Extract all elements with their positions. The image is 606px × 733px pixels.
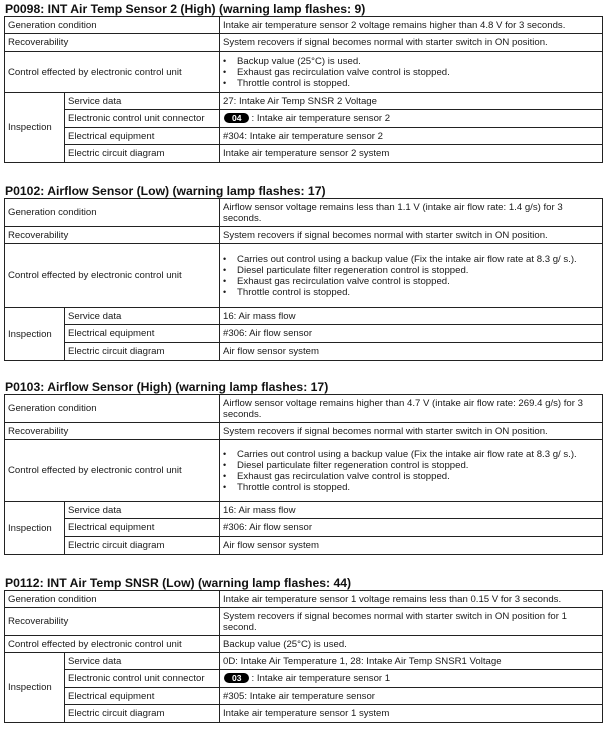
- recoverability-label: Recoverability: [5, 423, 220, 440]
- control-item: • Exhaust gas recirculation valve control is stopped.: [223, 67, 599, 78]
- electrical-equipment-value: #304: Intake air temperature sensor 2: [220, 128, 603, 145]
- inspection-row: [5, 145, 603, 163]
- inspection-row: [5, 519, 603, 537]
- generation-value: Airflow sensor voltage remains higher than 4.7 V (intake air flow rate: 269.4 g/s) for 3 seconds.: [220, 395, 603, 423]
- control-item: • Diesel particulate filter regeneration control is stopped.: [223, 265, 599, 276]
- electrical-equipment-value: #306: Air flow sensor: [220, 519, 603, 537]
- dtc-heading: P0102: Airflow Sensor (Low) (warning lamp flashes: 17): [5, 184, 326, 198]
- control-row: [5, 244, 603, 308]
- inspection-row: [5, 653, 603, 670]
- inspection-row: [5, 308, 603, 325]
- inspection-row: [5, 128, 603, 145]
- dtc-table: [4, 394, 603, 555]
- recoverability-label: Recoverability: [5, 34, 220, 52]
- dtc-table: [4, 590, 603, 723]
- control-item: • Throttle control is stopped.: [223, 482, 599, 493]
- control-item: • Throttle control is stopped.: [223, 287, 599, 298]
- inspection-row: [5, 93, 603, 110]
- dtc-table: [4, 16, 603, 163]
- inspection-label: Inspection: [5, 502, 65, 555]
- control-list: [223, 449, 599, 493]
- inspection-row: [5, 537, 603, 555]
- inspection-row: [5, 688, 603, 705]
- inspection-row: [5, 670, 603, 688]
- service-data-label: Service data: [65, 502, 220, 519]
- service-data-label: Service data: [65, 93, 220, 110]
- service-data-value: 27: Intake Air Temp SNSR 2 Voltage: [220, 93, 603, 110]
- control-value: [220, 440, 603, 502]
- circuit-diagram-label: Electric circuit diagram: [65, 537, 220, 555]
- control-row: [5, 52, 603, 93]
- dtc-section-p0103: [4, 380, 602, 555]
- electrical-equipment-label: Electrical equipment: [65, 128, 220, 145]
- recoverability-label: Recoverability: [5, 227, 220, 244]
- control-item: • Carries out control using a backup value (Fix the intake air flow rate at 8.3 g/ s.).: [223, 254, 599, 265]
- control-value: [220, 52, 603, 93]
- dtc-heading: P0103: Airflow Sensor (High) (warning lamp flashes: 17): [5, 380, 329, 394]
- generation-label: Generation condition: [5, 199, 220, 227]
- inspection-row: [5, 343, 603, 361]
- connector-text: : Intake air temperature sensor 1: [251, 673, 391, 684]
- inspection-row: [5, 325, 603, 343]
- service-data-label: Service data: [65, 653, 220, 670]
- ecu-connector-label: Electronic control unit connector: [65, 670, 220, 688]
- control-label: Control effected by electronic control unit: [5, 440, 220, 502]
- connector-badge: 04: [224, 113, 249, 123]
- control-list: [223, 56, 599, 89]
- generation-label: Generation condition: [5, 395, 220, 423]
- inspection-row: [5, 502, 603, 519]
- recoverability-row: [5, 608, 603, 636]
- circuit-diagram-value: Intake air temperature sensor 2 system: [220, 145, 603, 163]
- control-list: [223, 254, 599, 298]
- dtc-table: [4, 198, 603, 361]
- control-value: [220, 244, 603, 308]
- control-item: • Exhaust gas recirculation valve control is stopped.: [223, 276, 599, 287]
- inspection-row: [5, 705, 603, 723]
- control-value: Backup value (25°C) is used.: [220, 636, 603, 653]
- generation-row: [5, 591, 603, 608]
- recoverability-row: [5, 34, 603, 52]
- recoverability-value: System recovers if signal becomes normal with starter switch in ON position.: [220, 423, 603, 440]
- control-label: Control effected by electronic control unit: [5, 636, 220, 653]
- service-data-value: 16: Air mass flow: [220, 308, 603, 325]
- electrical-equipment-value: #306: Air flow sensor: [220, 325, 603, 343]
- inspection-label: Inspection: [5, 93, 65, 163]
- electrical-equipment-value: #305: Intake air temperature sensor: [220, 688, 603, 705]
- control-item: • Backup value (25°C) is used.: [223, 56, 599, 67]
- electrical-equipment-label: Electrical equipment: [65, 325, 220, 343]
- service-data-value: 16: Air mass flow: [220, 502, 603, 519]
- generation-row: [5, 199, 603, 227]
- inspection-row: [5, 110, 603, 128]
- control-row: [5, 636, 603, 653]
- control-label: Control effected by electronic control unit: [5, 52, 220, 93]
- electrical-equipment-label: Electrical equipment: [65, 688, 220, 705]
- generation-label: Generation condition: [5, 591, 220, 608]
- recoverability-value: System recovers if signal becomes normal with starter switch in ON position.: [220, 227, 603, 244]
- circuit-diagram-label: Electric circuit diagram: [65, 145, 220, 163]
- control-item: • Exhaust gas recirculation valve control is stopped.: [223, 471, 599, 482]
- circuit-diagram-value: Intake air temperature sensor 1 system: [220, 705, 603, 723]
- ecu-connector-label: Electronic control unit connector: [65, 110, 220, 128]
- recoverability-value: System recovers if signal becomes normal with starter switch in ON position.: [220, 34, 603, 52]
- control-item: • Diesel particulate filter regeneration control is stopped.: [223, 460, 599, 471]
- circuit-diagram-value: Air flow sensor system: [220, 343, 603, 361]
- ecu-connector-value: [220, 110, 603, 128]
- generation-label: Generation condition: [5, 17, 220, 34]
- dtc-heading: P0098: INT Air Temp Sensor 2 (High) (warning lamp flashes: 9): [5, 2, 366, 16]
- circuit-diagram-label: Electric circuit diagram: [65, 343, 220, 361]
- control-item: • Throttle control is stopped.: [223, 78, 599, 89]
- recoverability-label: Recoverability: [5, 608, 220, 636]
- dtc-section-p0112: [4, 576, 602, 723]
- recoverability-row: [5, 227, 603, 244]
- dtc-section-p0102: [4, 184, 602, 361]
- circuit-diagram-label: Electric circuit diagram: [65, 705, 220, 723]
- connector-text: : Intake air temperature sensor 2: [251, 113, 391, 124]
- ecu-connector-value: [220, 670, 603, 688]
- generation-row: [5, 17, 603, 34]
- circuit-diagram-value: Air flow sensor system: [220, 537, 603, 555]
- control-item: • Carries out control using a backup value (Fix the intake air flow rate at 8.3 g/ s.).: [223, 449, 599, 460]
- control-label: Control effected by electronic control unit: [5, 244, 220, 308]
- inspection-label: Inspection: [5, 653, 65, 723]
- service-data-label: Service data: [65, 308, 220, 325]
- recoverability-value: System recovers if signal becomes normal with starter switch in ON position for 1 second.: [220, 608, 603, 636]
- generation-value: Intake air temperature sensor 2 voltage remains higher than 4.8 V for 3 seconds.: [220, 17, 603, 34]
- generation-value: Airflow sensor voltage remains less than 1.1 V (intake air flow rate: 1.4 g/s) for 3 seconds.: [220, 199, 603, 227]
- dtc-section-p0098: [4, 2, 602, 163]
- electrical-equipment-label: Electrical equipment: [65, 519, 220, 537]
- inspection-label: Inspection: [5, 308, 65, 361]
- dtc-heading: P0112: INT Air Temp SNSR (Low) (warning lamp flashes: 44): [5, 576, 352, 590]
- generation-value: Intake air temperature sensor 1 voltage remains less than 0.15 V for 3 seconds.: [220, 591, 603, 608]
- service-data-value: 0D: Intake Air Temperature 1, 28: Intake Air Temp SNSR1 Voltage: [220, 653, 603, 670]
- generation-row: [5, 395, 603, 423]
- connector-badge: 03: [224, 673, 249, 683]
- control-row: [5, 440, 603, 502]
- recoverability-row: [5, 423, 603, 440]
